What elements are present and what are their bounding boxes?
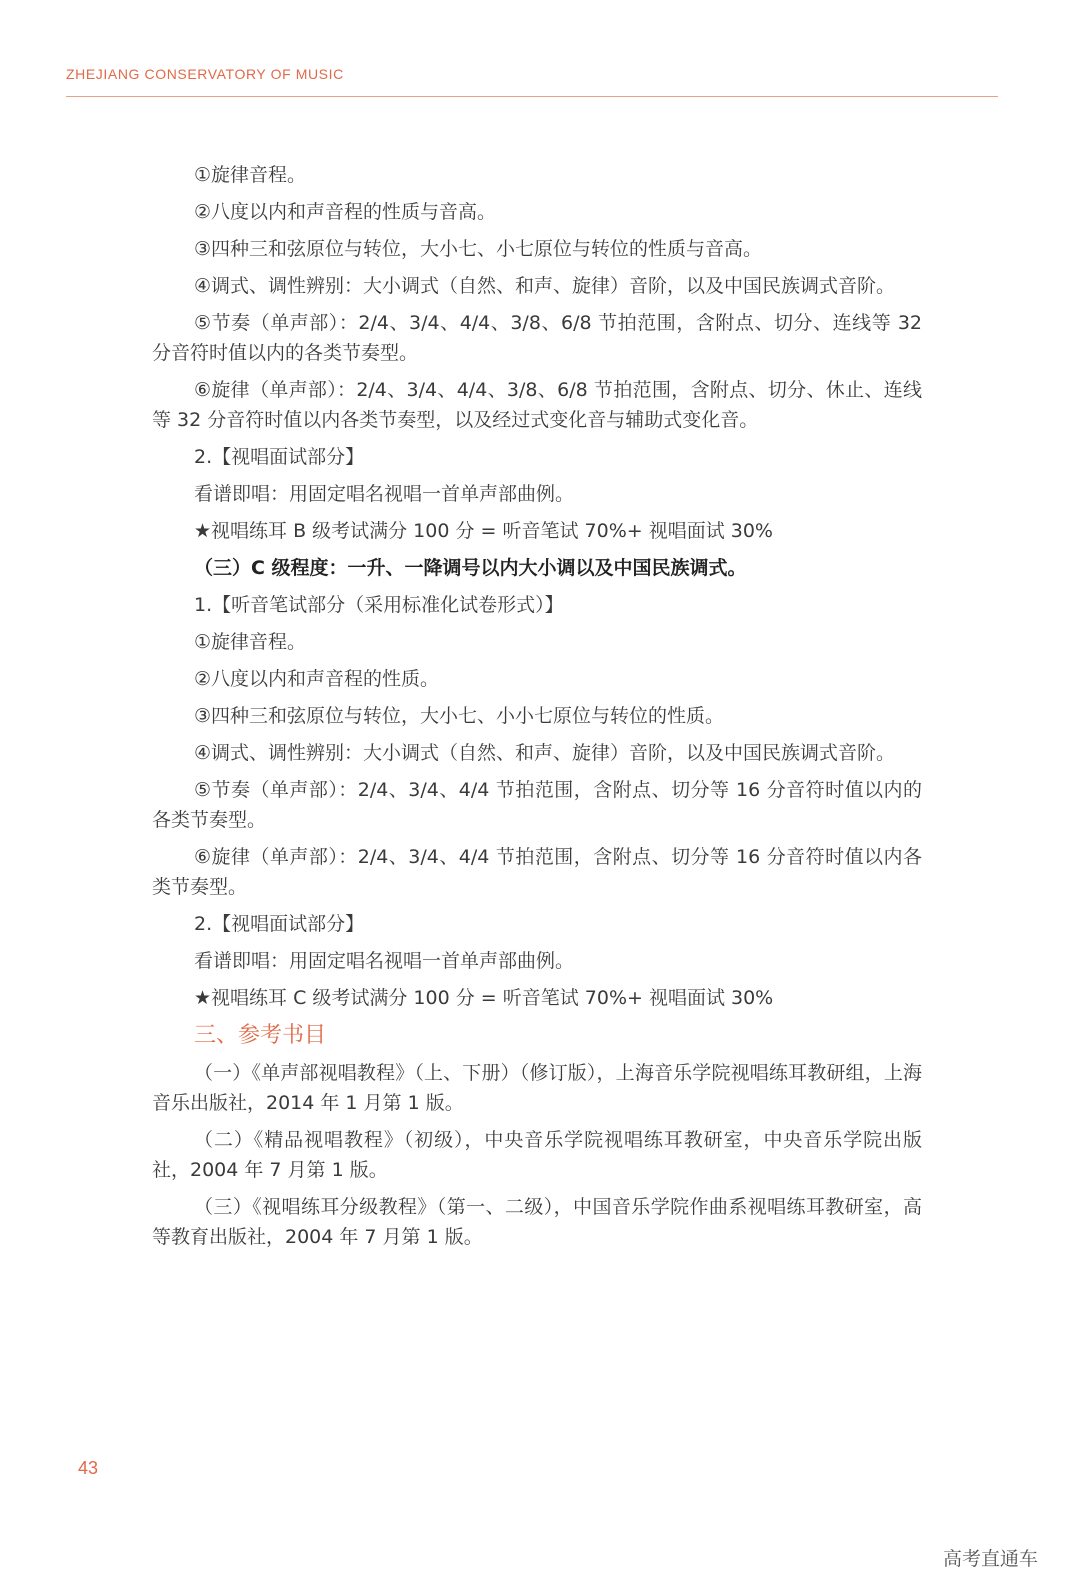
paragraph-c-harmonic-interval: ②八度以内和声音程的性质。 bbox=[194, 668, 440, 690]
paragraph-melody: ⑥旋律（单声部）：2/4、3/4、4/4、3/8、6/8 节拍范围，含附点、切分、休止、连线等 32 分音符时值以内各类节奏型，以及经过式变化音与辅助式变化音。 bbox=[152, 379, 922, 431]
header-divider bbox=[66, 96, 998, 97]
c-level-heading: （三）C 级程度：一升、一降调号以内大小调以及中国民族调式。 bbox=[194, 557, 747, 579]
paragraph-chords: ③四种三和弦原位与转位，大小七、小七原位与转位的性质与音高。 bbox=[194, 238, 763, 260]
paragraph-c-rhythm: ⑤节奏（单声部）：2/4、3/4、4/4 节拍范围，含附点、切分等 16 分音符时值以内的各类节奏型。 bbox=[152, 779, 922, 831]
paragraph-rhythm: ⑤节奏（单声部）：2/4、3/4、4/4、3/8、6/8 节拍范围，含附点、切分、连线等 32 分音符时值以内的各类节奏型。 bbox=[152, 312, 922, 364]
paragraph-c-melody: ⑥旋律（单声部）：2/4、3/4、4/4 节拍范围，含附点、切分等 16 分音符时值以内各类节奏型。 bbox=[152, 846, 922, 898]
page-body bbox=[152, 160, 922, 1259]
paragraph-c-modes: ④调式、调性辨别：大小调式（自然、和声、旋律）音阶，以及中国民族调式音阶。 bbox=[194, 742, 896, 764]
paragraph-c-chords: ③四种三和弦原位与转位，大小七、小小七原位与转位的性质。 bbox=[194, 705, 725, 727]
paragraph-modes: ④调式、调性辨别：大小调式（自然、和声、旋律）音阶，以及中国民族调式音阶。 bbox=[194, 275, 896, 297]
paragraph-b-level-score: ★视唱练耳 B 级考试满分 100 分 = 听音笔试 70%+ 视唱面试 30% bbox=[194, 520, 773, 542]
paragraph-melodic-interval: ①旋律音程。 bbox=[194, 164, 307, 186]
paragraph-c-sight-singing-heading: 2.【视唱面试部分】 bbox=[194, 913, 365, 935]
reference-item: （二）《精品视唱教程》（初级），中央音乐学院视唱练耳教研室，中央音乐学院出版社，2004 年 7 月第 1 版。 bbox=[152, 1129, 922, 1181]
paragraph-listening-heading: 1.【听音笔试部分（采用标准化试卷形式）】 bbox=[194, 594, 564, 616]
paragraph-sight-singing-heading: 2.【视唱面试部分】 bbox=[194, 446, 365, 468]
reference-item: （一）《单声部视唱教程》（上、下册）（修订版），上海音乐学院视唱练耳教研组，上海音乐出版社，2014 年 1 月第 1 版。 bbox=[152, 1062, 922, 1114]
watermark-text: 高考直通车 bbox=[942, 1548, 1038, 1570]
paragraph-harmonic-interval: ②八度以内和声音程的性质与音高。 bbox=[194, 201, 497, 223]
section-heading-references: 三、参考书目 bbox=[194, 1023, 327, 1048]
header-title: ZHEJIANG CONSERVATORY OF MUSIC bbox=[66, 66, 344, 82]
paragraph-c-sight-singing-desc: 看谱即唱：用固定唱名视唱一首单声部曲例。 bbox=[194, 950, 575, 972]
paragraph-c-melodic-interval: ①旋律音程。 bbox=[194, 631, 307, 653]
reference-item: （三）《视唱练耳分级教程》（第一、二级），中国音乐学院作曲系视唱练耳教研室，高等教育出版社，2004 年 7 月第 1 版。 bbox=[152, 1196, 922, 1248]
paragraph-sight-singing-desc: 看谱即唱：用固定唱名视唱一首单声部曲例。 bbox=[194, 483, 575, 505]
page-number: 43 bbox=[78, 1458, 99, 1478]
paragraph-c-level-score: ★视唱练耳 C 级考试满分 100 分 = 听音笔试 70%+ 视唱面试 30% bbox=[194, 987, 774, 1009]
